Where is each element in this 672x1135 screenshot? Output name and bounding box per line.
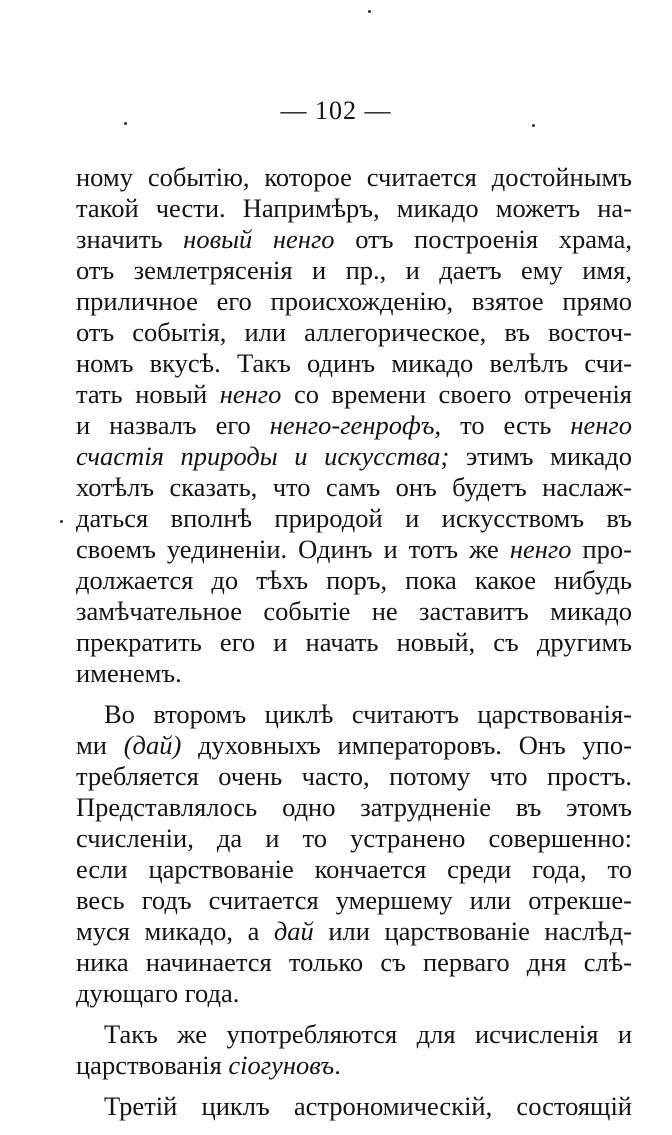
text-line	[76, 885, 632, 916]
text-line	[76, 410, 632, 441]
text-run: дующаго года.	[76, 978, 240, 1008]
text-run: , то есть	[434, 410, 571, 440]
italic-text: ненго-генрофъ	[269, 410, 435, 440]
text-run: тать новый	[76, 379, 220, 409]
text-line	[76, 596, 632, 627]
text-line	[76, 348, 632, 379]
text-line	[76, 162, 632, 193]
text-run: хотѣлъ сказать, что самъ онъ будетъ наслаж-	[76, 472, 632, 502]
text-run: .	[334, 1050, 341, 1080]
text-line	[76, 1091, 632, 1122]
page-number: — 102 —	[280, 96, 392, 125]
text-line	[76, 565, 632, 596]
text-run: номъ вкусѣ. Такъ одинъ микадо велѣлъ счи-	[76, 348, 632, 378]
text-line	[76, 503, 632, 534]
body-text	[76, 162, 632, 1122]
text-run: должается до тѣхъ поръ, пока какое нибудь	[76, 565, 632, 595]
text-run: духовныхъ императоровъ. Онъ упо-	[181, 730, 632, 760]
text-line	[76, 823, 632, 854]
text-line	[76, 627, 632, 658]
text-line	[76, 730, 632, 761]
italic-text: дай	[273, 916, 314, 946]
italic-text: новый ненго	[183, 224, 335, 254]
text-line	[76, 854, 632, 885]
text-run: отъ построенія храма,	[334, 224, 632, 254]
text-run: или царствованіе наслѣд-	[313, 916, 632, 946]
text-line	[76, 1050, 632, 1081]
text-run: приличное его происхожденію, взятое прямо	[76, 286, 632, 316]
text-line	[76, 792, 632, 823]
text-run: царствованія	[76, 1050, 229, 1080]
text-line	[76, 947, 632, 978]
text-line	[76, 534, 632, 565]
print-speck	[60, 520, 63, 523]
text-run: и назвалъ его	[76, 410, 270, 440]
text-run: Такъ же употребляются для исчисленія и	[104, 1019, 632, 1049]
text-run: ми	[76, 730, 124, 760]
italic-text: (дай)	[123, 730, 182, 760]
text-line	[76, 441, 632, 472]
text-run: если царствованіе кончается среди года, то	[76, 854, 632, 884]
paragraph-gap	[76, 1081, 632, 1091]
text-run: весь годъ считается умершему или отрекше-	[76, 885, 632, 915]
text-run: со времени своего отреченія	[281, 379, 632, 409]
paragraph-gap	[76, 1009, 632, 1019]
text-run: Во второмъ циклѣ считаютъ царствованія-	[104, 699, 632, 729]
text-run: отъ событія, или аллегорическое, въ восточ-	[76, 317, 632, 347]
text-run: муся микадо, а	[76, 916, 274, 946]
text-line	[76, 1019, 632, 1050]
text-run: Третій циклъ астрономическій, состоящій	[104, 1091, 632, 1121]
text-run: про-	[571, 534, 632, 564]
italic-text: сіогуновъ	[228, 1050, 335, 1080]
text-line	[76, 317, 632, 348]
text-run: замѣчательное событіе не заставитъ микадо	[76, 596, 632, 626]
text-line	[76, 658, 632, 689]
text-line	[76, 193, 632, 224]
paragraph-gap	[76, 689, 632, 699]
text-run: ника начинается только съ перваго дня слѣ-	[76, 947, 632, 977]
text-run: такой чести. Напримѣръ, микадо можетъ на-	[76, 193, 632, 223]
text-line	[76, 761, 632, 792]
text-run: значить	[76, 224, 184, 254]
text-line	[76, 699, 632, 730]
text-line	[76, 224, 632, 255]
text-run: Представлялось одно затрудненіе въ этомъ	[76, 792, 632, 822]
text-line	[76, 255, 632, 286]
text-run: ному событію, которое считается достойнымъ	[76, 162, 632, 192]
italic-text: счастія природы и искусства;	[76, 441, 450, 471]
text-run: требляется очень часто, потому что простъ.	[76, 761, 632, 791]
italic-text: ненго	[509, 534, 572, 564]
text-run: своемъ уединеніи. Одинъ и тотъ же	[76, 534, 510, 564]
italic-text: ненго	[219, 379, 282, 409]
text-line	[76, 978, 632, 1009]
text-run: отъ землетрясенія и пр., и даетъ ему имя,	[76, 255, 632, 285]
text-run: прекратить его и начать новый, съ другимъ	[76, 627, 632, 657]
text-line	[76, 379, 632, 410]
text-run: счисленіи, да и то устранено совершенно:	[76, 823, 632, 853]
italic-text: ненго	[570, 410, 632, 440]
text-line	[76, 472, 632, 503]
text-run: этимъ микадо	[449, 441, 632, 471]
text-run: именемъ.	[76, 658, 182, 688]
text-line	[76, 286, 632, 317]
print-speck	[368, 10, 371, 13]
text-line	[76, 916, 632, 947]
text-run: даться вполнѣ природой и искусствомъ въ	[76, 503, 632, 533]
